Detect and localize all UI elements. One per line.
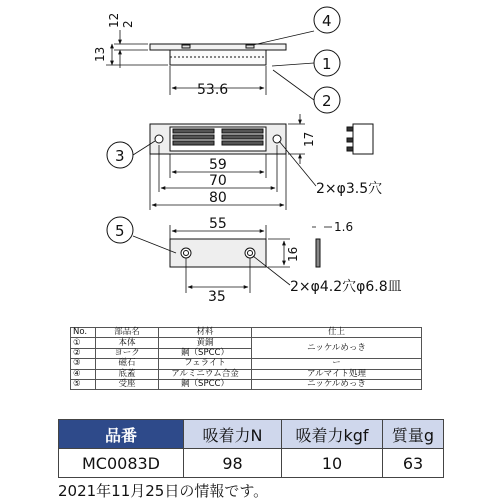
callout-4 [314, 7, 340, 33]
parts-cell: フェライト [159, 359, 252, 369]
callout-5-label: 5 [115, 222, 125, 240]
side-view [150, 44, 286, 65]
spec-force-n: 98 [184, 449, 282, 478]
parts-cell: ② [71, 348, 96, 358]
parts-cell: 磁石 [96, 359, 159, 369]
table-row [71, 338, 422, 348]
dim-55: 55 [209, 216, 227, 232]
parts-cell: ④ [71, 369, 96, 379]
dim-13: 13 [93, 46, 107, 62]
callout-3-label: 3 [115, 147, 125, 165]
callout-3 [107, 142, 133, 168]
callout-1-label: 1 [322, 55, 332, 73]
spec-mass: 63 [383, 449, 444, 478]
spec-header-force-n: 吸着力N [184, 420, 282, 449]
dim-17: 17 [302, 131, 316, 147]
callout-4-label: 4 [322, 12, 332, 30]
spec-header-force-kgf: 吸着力kgf [282, 420, 383, 449]
hole-note-plate: 2×φ4.2穴φ6.8皿 [290, 279, 402, 295]
parts-cell: 底蓋 [96, 369, 159, 379]
callout-2-label: 2 [322, 92, 332, 110]
parts-cell: 鋼（SPCC） [159, 348, 252, 358]
parts-cell: ニッケルめっき [252, 379, 422, 389]
dim-80: 80 [209, 190, 227, 206]
parts-cell: ⑤ [71, 379, 96, 389]
parts-table [70, 327, 422, 390]
hole-note-body: 2×φ3.5穴 [316, 181, 383, 197]
parts-cell: ③ [71, 359, 96, 369]
spec-header-part-number: 品番 [59, 420, 184, 449]
spec-table-header [59, 420, 444, 449]
spec-table [58, 419, 444, 478]
dim-59: 59 [209, 157, 227, 173]
parts-cell: 本体 [96, 338, 159, 348]
callout-2 [314, 87, 340, 113]
parts-cell: 黄銅 [159, 338, 252, 348]
table-row [71, 379, 422, 389]
spec-part-number: MC0083D [59, 449, 184, 478]
parts-cell: ー [252, 359, 422, 369]
info-date-note: 2021年11月25日の情報です。 [58, 482, 269, 500]
parts-cell: 受座 [96, 379, 159, 389]
parts-cell: 鋼（SPCC） [159, 379, 252, 389]
dim-16: 16 [286, 246, 300, 262]
dim-1-6: 1.6 [334, 220, 354, 234]
spec-force-kgf: 10 [282, 449, 383, 478]
callout-1 [314, 50, 340, 76]
dim-2: 2 [121, 20, 135, 28]
parts-cell: ヨーク [96, 348, 159, 358]
parts-header-no: No. [71, 328, 96, 338]
parts-header-name: 部品名 [96, 328, 159, 338]
parts-cell: アルミニウム合金 [159, 369, 252, 379]
spec-header-mass: 質量g [383, 420, 444, 449]
parts-cell: アルマイト処理 [252, 369, 422, 379]
callout-5 [107, 217, 133, 243]
parts-header-finish: 仕上 [252, 328, 422, 338]
table-row [59, 449, 444, 478]
end-view [347, 124, 373, 154]
parts-cell-merged-finish: ニッケルめっき [252, 338, 422, 359]
table-row [71, 369, 422, 379]
parts-cell: ① [71, 338, 96, 348]
parts-header-material: 材料 [159, 328, 252, 338]
dim-53-6: 53.6 [197, 82, 229, 98]
dim-12: 12 [107, 12, 121, 28]
front-view [150, 124, 286, 154]
table-row [71, 359, 422, 369]
dim-70: 70 [209, 173, 227, 189]
parts-table-header [71, 328, 422, 338]
dim-35: 35 [208, 289, 226, 305]
